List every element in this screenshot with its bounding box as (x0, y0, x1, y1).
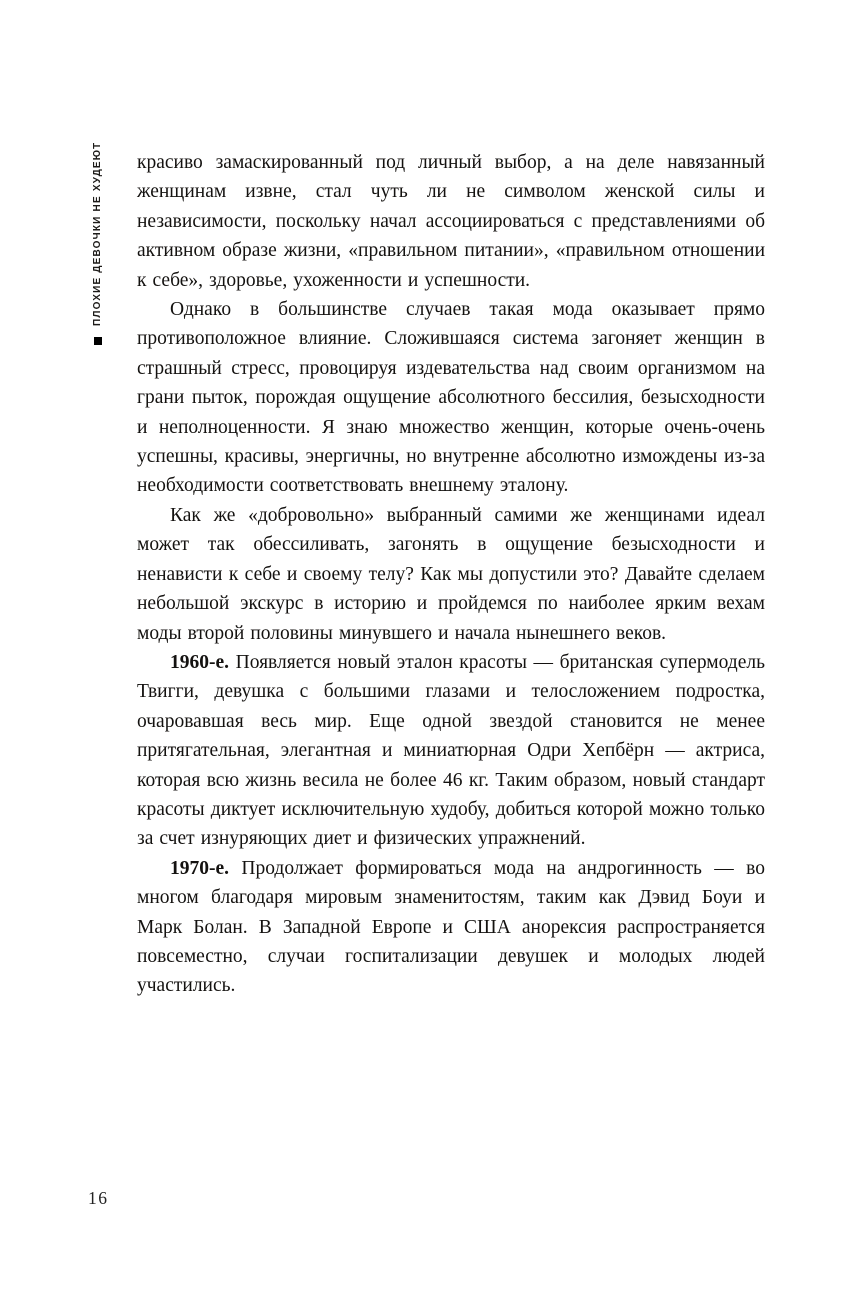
section-marker-square-icon (94, 337, 102, 345)
body-text (137, 148, 765, 1001)
paragraph-text: Как же «добровольно» выбранный самими же женщинами идеал может так обессиливать, загонять в ощущение безысходности и ненависти к себе и своему телу? Как мы допустили это? Давайте сделаем небольшой экскурс в историю и пройдемся по наиболее ярким вехам моды второй половины минувшего и начала нынешнего веков. (137, 504, 765, 644)
decade-lead-1970s: 1970-е. (170, 857, 230, 879)
paragraph (137, 295, 765, 501)
page-number: 16 (88, 1188, 109, 1208)
paragraph-text: Продолжает формироваться мода на андрогинность — во многом благодаря мировым знаменитостям, таким как Дэвид Боуи и Марк Болан. В Западной Европе и США анорексия распространяется повсеместно, случаи госпитализации девушек и молодых людей участились. (137, 857, 765, 997)
paragraph-text: красиво замаскированный под личный выбор, а на деле навязанный женщинам извне, стал чуть ли не символом женской силы и независимости, поскольку начал ассоциироваться с представлениями об активном образе жизни, «правильном питании», «правильном отношении к себе», здоровье, ухоженности и успешности. (137, 152, 765, 291)
paragraph-text: Однако в большинстве случаев такая мода оказывает прямо противоположное влияние. Сложившаяся система загоняет женщин в страшный стресс, провоцируя издевательства над своим организмом на грани пыток, порождая ощущение абсолютного бессилия, безысходности и неполноценности. Я знаю множество женщин, которые очень-очень успешны, красивы, энергичны, но внутренне абсолютно измождены из-за необходимости соответствовать внешнему эталону. (137, 299, 765, 497)
paragraph-1960s (137, 648, 765, 854)
running-title (92, 142, 103, 345)
paragraph (137, 148, 765, 295)
decade-lead-1960s: 1960-е. (170, 651, 230, 673)
paragraph-text: Появляется новый эталон красоты — британская супермодель Твигги, девушка с большими глазами и телосложением подростка, очаровавшая весь мир. Еще одной звездой становится не менее притягательная, элегантная и миниатюрная Одри Хепбёрн — актриса, которая всю жизнь весила не более 46 кг. Таким образом, новый стандарт красоты диктует исключительную худобу, добиться которой можно только за счет изнуряющих диет и физических упражнений. (137, 651, 766, 850)
running-title-text: ПЛОХИЕ ДЕВОЧКИ НЕ ХУДЕЮТ (92, 141, 103, 326)
paragraph-1970s (137, 854, 765, 1001)
paragraph (137, 501, 765, 648)
